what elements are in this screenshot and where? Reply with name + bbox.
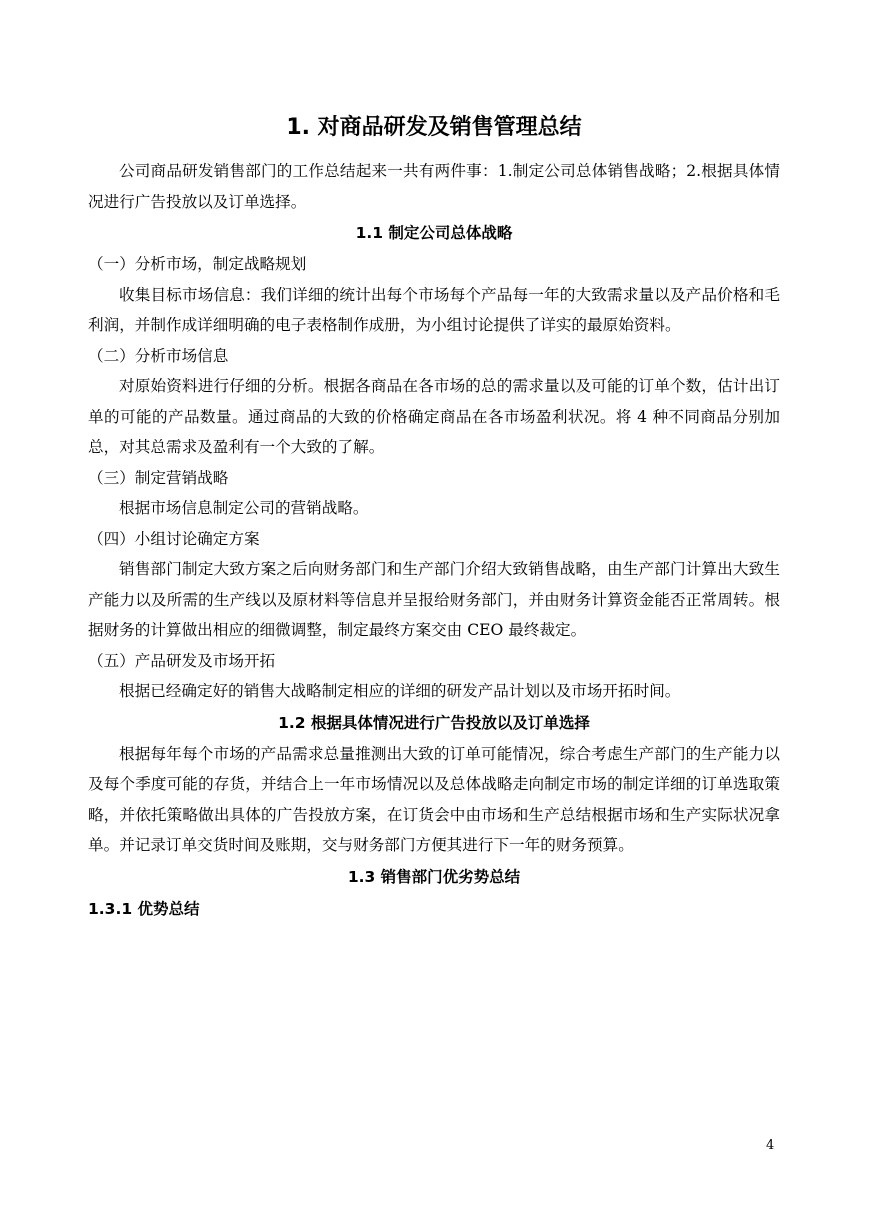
item-2-paragraph: 对原始资料进行仔细的分析。根据各商品在各市场的总的需求量以及可能的订单个数，估计出订单的可能的产品数量。通过商品的大致的价格确定商品在各市场盈利状况。将 4 种不同商品分别加总，对其总需求及盈利有一个大致的了解。 [88,377,780,456]
page-content [88,112,780,925]
item-3-heading: （三）制定营销战略 [88,468,229,487]
item-5-heading: （五）产品研发及市场开拓 [88,651,276,670]
item-1-paragraph: 收集目标市场信息：我们详细的统计出每个市场每个产品每一年的大致需求量以及产品价格和毛利润，并制作成详细明确的电子表格制作成册，为小组讨论提供了详实的最原始资料。 [88,285,780,334]
page-title: 1. 对商品研发及销售管理总结 [286,115,582,140]
section-1-2-paragraph: 根据每年每个市场的产品需求总量推测出大致的订单可能情况，综合考虑生产部门的生产能力以及每个季度可能的存货，并结合上一年市场情况以及总体战略走向制定市场的制定详细的订单选取策略，并依托策略做出具体的广告投放方案，在订货会中由市场和生产总结根据市场和生产实际状况拿单。并记录订单交货时间及账期，交与财务部门方便其进行下一年的财务预算。 [88,744,780,854]
item-5-paragraph: 根据已经确定好的销售大战略制定相应的详细的研发产品计划以及市场开拓时间。 [119,682,681,700]
section-1-2-heading: 1.2 根据具体情况进行广告投放以及订单选择 [278,713,590,732]
item-4-paragraph: 销售部门制定大致方案之后向财务部门和生产部门介绍大致销售战略，由生产部门计算出大致生产能力以及所需的生产线以及原材料等信息并呈报给财务部门，并由财务计算资金能否正常周转。根据财务的计算做出相应的细微调整，制定最终方案交由 CEO 最终裁定。 [88,560,780,639]
section-1-1-heading: 1.1 制定公司总体战略 [355,224,513,242]
intro-paragraph: 公司商品研发销售部门的工作总结起来一共有两件事：1.制定公司总体销售战略；2.根据具体情况进行广告投放以及订单选择。 [88,162,780,211]
item-1-heading: （一）分析市场，制定战略规划 [88,255,307,273]
item-3-paragraph: 根据市场信息制定公司的营销战略。 [119,499,369,517]
section-1-3-1-heading: 1.3.1 优势总结 [88,899,200,918]
section-1-3-heading: 1.3 销售部门优劣势总结 [347,867,521,886]
item-2-heading: （二）分析市场信息 [88,346,229,365]
page-number: 4 [766,1138,775,1153]
item-4-heading: （四）小组讨论确定方案 [88,529,260,548]
